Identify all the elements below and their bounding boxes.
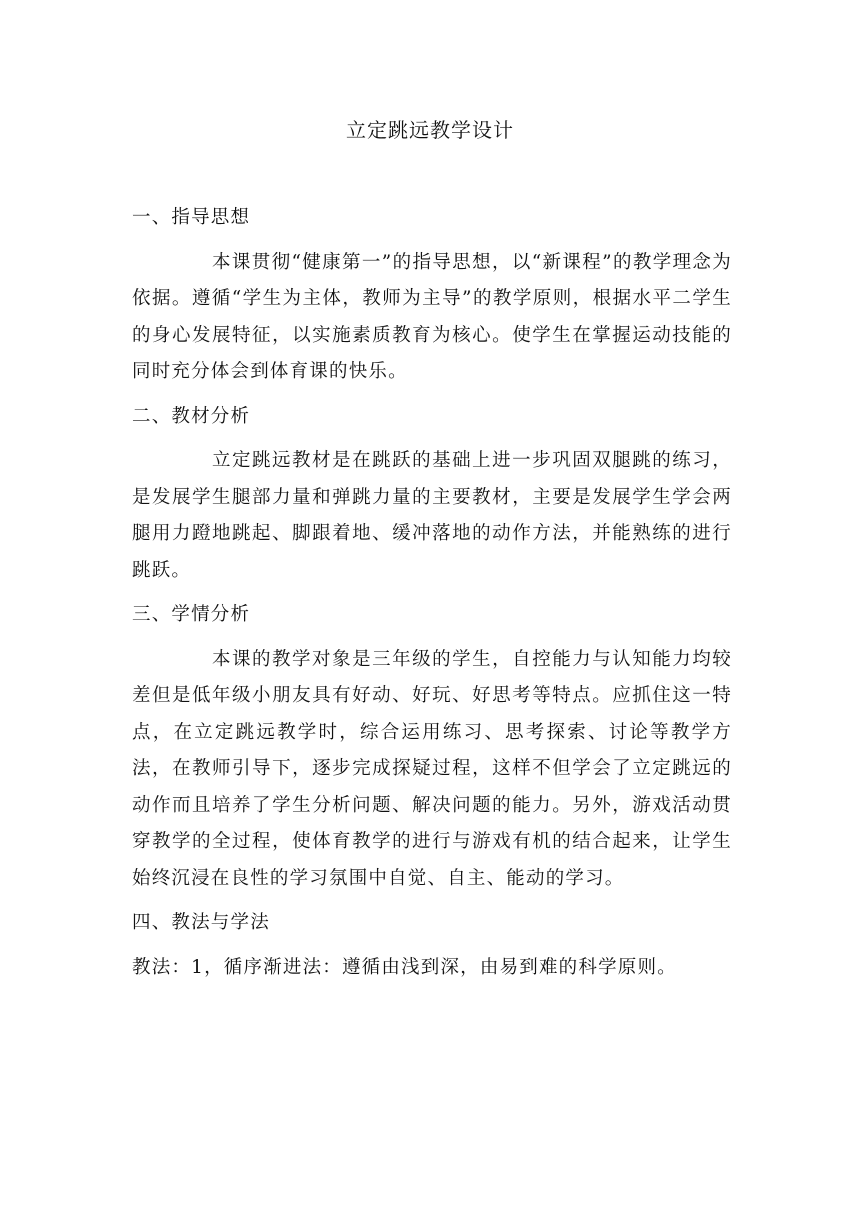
section-guiding-thought	[132, 200, 732, 399]
section-material-analysis	[132, 399, 732, 598]
section-line: 教法：1，循序渐进法：遵循由浅到深，由易到难的科学原则。	[132, 956, 677, 978]
document-body	[132, 200, 732, 986]
section-heading: 二、教材分析	[132, 405, 251, 427]
section-paragraph: 本课贯彻“健康第一”的指导思想，以“新课程”的教学理念为依据。遵循“学生为主体，教师为主导”的教学原则，根据水平二学生的身心发展特征，以实施素质教育为核心。使学生在掌握运动技能的同时充分体会到体育课的快乐。	[132, 251, 732, 382]
section-paragraph: 本课的教学对象是三年级的学生，自控能力与认知能力均较差但是低年级小朋友具有好动、好玩、好思考等特点。应抓住这一特点，在立定跳远教学时，综合运用练习、思考探索、讨论等教学方法，在教师引导下，逐步完成探疑过程，这样不但学会了立定跳远的动作而且培养了学生分析问题、解决问题的能力。另外，游戏活动贯穿教学的全过程，使体育教学的进行与游戏有机的结合起来，让学生始终沉浸在良性的学习氛围中自觉、自主、能动的学习。	[132, 648, 732, 889]
section-methods	[132, 905, 732, 986]
section-paragraph: 立定跳远教材是在跳跃的基础上进一步巩固双腿跳的练习，是发展学生腿部力量和弹跳力量的主要教材，主要是发展学生学会两腿用力蹬地跳起、脚跟着地、缓冲落地的动作方法，并能熟练的进行跳跃。	[132, 450, 732, 581]
section-heading: 四、教法与学法	[132, 912, 270, 933]
section-learner-analysis	[132, 597, 732, 905]
section-heading: 一、指导思想	[132, 207, 251, 228]
section-heading: 三、学情分析	[132, 604, 251, 625]
document-title: 立定跳远教学设计	[346, 118, 514, 142]
